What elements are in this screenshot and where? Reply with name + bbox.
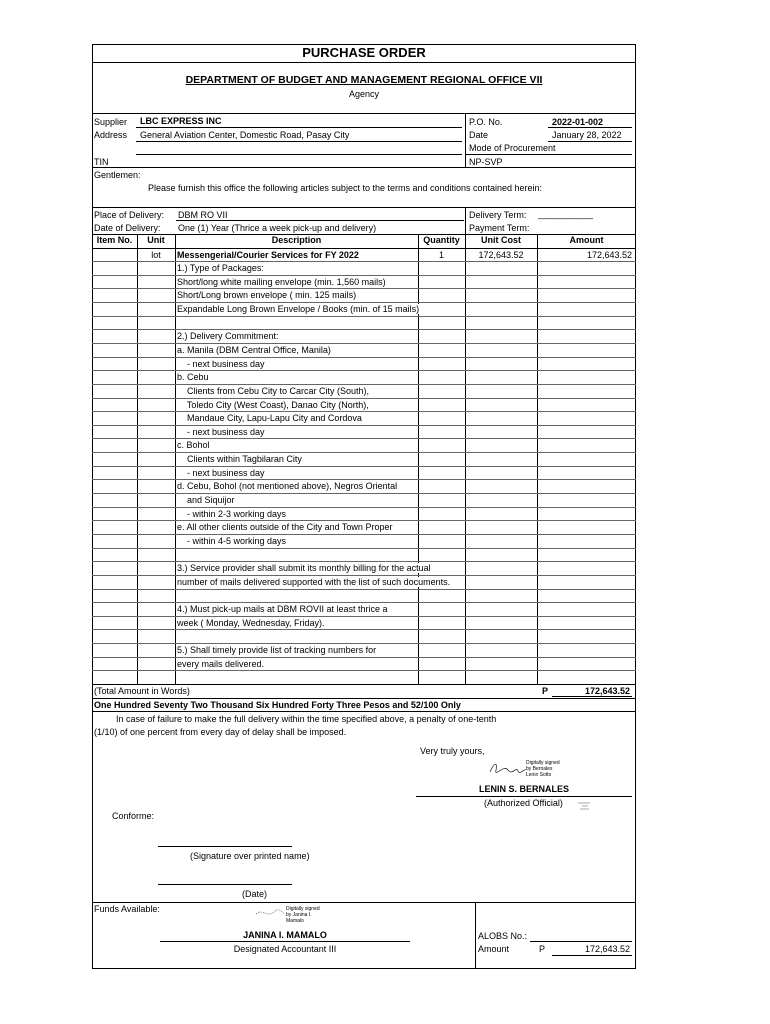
row-line [92,507,636,508]
stamp-line: by Bernales [526,766,553,772]
row-line [92,316,636,317]
description-line: 5.) Shall timely provide list of tracking numbers for [177,645,377,656]
stamp-line: Digitally signed [286,906,320,912]
row-line [92,411,636,412]
field-underline [548,127,632,128]
mode-value: NP-SVP [469,157,503,167]
row-line [92,534,636,535]
row-line [92,275,636,276]
total-in-words: One Hundred Seventy Two Thousand Six Hundred Forty Three Pesos and 52/100 Only [94,700,461,710]
row-line [92,329,636,330]
row-line [92,452,636,453]
row-line [92,288,636,289]
conforme-label: Conforme: [112,811,155,821]
row-line [92,357,636,358]
divider [92,167,636,168]
supplier-value: LBC EXPRESS INC [140,116,222,126]
field-underline [136,154,462,155]
amount-value: 172,643.52 [584,944,630,954]
intro-text: Please furnish this office the following articles subject to the terms and conditions contained herein: [148,183,543,193]
description-line: week ( Monday, Wednesday, Friday). [177,617,325,628]
po-no-label: P.O. No. [469,117,503,127]
description-line: - next business day [177,467,265,478]
cell-amount: 172,643.52 [586,249,632,260]
description-line: 1.) Type of Packages: [177,263,264,274]
column-header-description: Description [271,235,322,245]
field-underline [466,154,632,155]
description-line: 4.) Must pick-up mails at DBM ROVII at least thrice a [177,604,388,615]
stamp-line: Digitally signed [526,760,560,766]
signature-line [416,796,632,797]
date-label: Date [469,130,489,140]
description-line: - next business day [177,358,265,369]
divider [92,698,636,699]
description-line: a. Manila (DBM Central Office, Manila) [177,344,331,355]
penalty-line-1: In case of failure to make the full delivery within the time specified above, a penalty of one-tenth [116,714,497,724]
row-line [92,384,636,385]
stamp-line: Mamalo [286,918,304,924]
divider [465,207,466,234]
total-peso-sign: P [542,686,549,696]
address-value: General Aviation Center, Domestic Road, Pasay City [140,130,350,140]
signature-scribble [488,760,528,776]
tin-label: TIN [94,157,109,167]
signatory-title: (Authorized Official) [484,798,563,808]
row-line [92,479,636,480]
delivery-term-value: ___________ [538,209,594,219]
payment-term-label: Payment Term: [469,223,530,233]
description-line: Clients from Cebu City to Carcar City (South), [177,385,370,396]
column-header-unit-cost: Unit Cost [481,235,521,245]
divider [92,62,636,63]
description-line: every mails delivered. [177,658,265,669]
description-line: b. Cebu [177,372,209,383]
signature-line [158,846,292,847]
po-no-value: 2022-01-002 [552,117,604,127]
row-line [92,438,636,439]
cell-unit: lot [151,249,161,260]
date-value: January 28, 2022 [552,130,622,140]
accountant-stamp [286,906,320,924]
description-line: 2.) Delivery Commitment: [177,331,279,342]
divider [92,684,636,685]
row-line [92,616,636,617]
description-line: 3.) Service provider shall submit its monthly billing for the actual [177,563,431,574]
place-label: Place of Delivery: [94,210,165,220]
field-underline [136,141,462,142]
row-line [92,561,636,562]
field-underline [136,127,462,128]
row-line [92,670,636,671]
field-underline [530,941,632,942]
description-line: Mandaue City, Lapu-Lapu City and Cordova [177,413,362,424]
row-line [92,589,636,590]
description-line: - within 2-3 working days [177,508,287,519]
row-line [92,493,636,494]
row-line [92,302,636,303]
form-title: PURCHASE ORDER [302,45,426,60]
row-line [92,602,636,603]
row-line [92,575,636,576]
row-line [92,398,636,399]
initials-scribble [576,799,592,813]
description-line: number of mails delivered supported with the list of such documents. [177,576,451,587]
description-line: and Siquijor [177,495,235,506]
field-underline [548,141,632,142]
field-underline [552,696,632,697]
row-line [92,466,636,467]
amount-peso-sign: P [539,944,546,954]
signatory-name: LENIN S. BERNALES [478,784,569,794]
accountant-name: JANINA I. MAMALO [243,930,327,940]
description-line: e. All other clients outside of the City and Town Proper [177,522,393,533]
divider [92,207,636,208]
row-line [92,343,636,344]
description-line: Expandable Long Brown Envelope / Books (min. of 15 mails) [177,304,420,315]
row-line [92,425,636,426]
conforme-signature-label: (Signature over printed name) [190,851,310,861]
divider [92,113,636,114]
conforme-date-label: (Date) [242,889,268,899]
column-header-unit: Unit [147,235,165,245]
row-line [92,643,636,644]
column-header-quantity: Quantity [423,235,460,245]
cell-description: Messengerial/Courier Services for FY 2022 [177,249,359,260]
place-value: DBM RO VII [178,210,228,220]
description-line: d. Cebu, Bohol (not mentioned above), Negros Oriental [177,481,398,492]
divider [92,902,636,903]
department-name: DEPARTMENT OF BUDGET AND MANAGEMENT REGIONAL OFFICE VII [185,74,543,86]
description-line: Clients within Tagbilaran City [177,454,302,465]
supplier-label: Supplier [94,117,128,127]
accountant-signature [254,906,286,920]
row-line [92,629,636,630]
row-line [92,548,636,549]
field-underline [176,220,464,221]
column-header-item-no: Item No. [96,235,133,245]
cell-quantity: 1 [438,249,444,260]
delivery-date-value: One (1) Year (Thrice a week pick-up and delivery) [178,223,377,233]
row-line [92,520,636,521]
description-line: - next business day [177,426,265,437]
cell-unit-cost: 172,643.52 [478,249,524,260]
amount-label: Amount [478,944,510,954]
row-line [92,248,636,249]
funds-label: Funds Available: [94,904,160,914]
delivery-term-label: Delivery Term: [469,210,527,220]
mode-label: Mode of Procurement [469,143,556,153]
divider [465,113,466,167]
address-label: Address [94,130,128,140]
row-line [92,261,636,262]
divider [92,711,636,712]
column-header-amount: Amount [569,235,604,245]
description-line: Short/Long brown envelope ( min. 125 mails) [177,290,357,301]
signature-line [160,941,410,942]
stamp-line: by Janina I. [286,912,312,918]
penalty-line-2: (1/10) of one percent from every day of delay shall be imposed. [94,727,347,737]
row-line [92,370,636,371]
signature-stamp [526,760,560,778]
description-line: - within 4-5 working days [177,535,287,546]
closing-text: Very truly yours, [420,746,485,756]
accountant-title: Designated Accountant III [233,944,337,954]
description-line: Toledo City (West Coast), Danao City (North), [177,399,369,410]
field-underline [552,955,632,956]
row-line [92,657,636,658]
date-line [158,884,292,885]
stamp-line: Lenin Sotto [526,772,552,778]
total-words-label: (Total Amount in Words) [94,686,190,696]
total-amount: 172,643.52 [584,686,630,696]
description-line: c. Bohol [177,440,210,451]
description-line: Short/long white mailing envelope (min. 1,560 mails) [177,276,386,287]
divider [475,902,476,969]
alobs-label: ALOBS No.: [478,931,528,941]
agency-label: Agency [348,89,380,99]
delivery-date-label: Date of Delivery: [94,223,161,233]
gentlemen-label: Gentlemen: [94,170,141,180]
